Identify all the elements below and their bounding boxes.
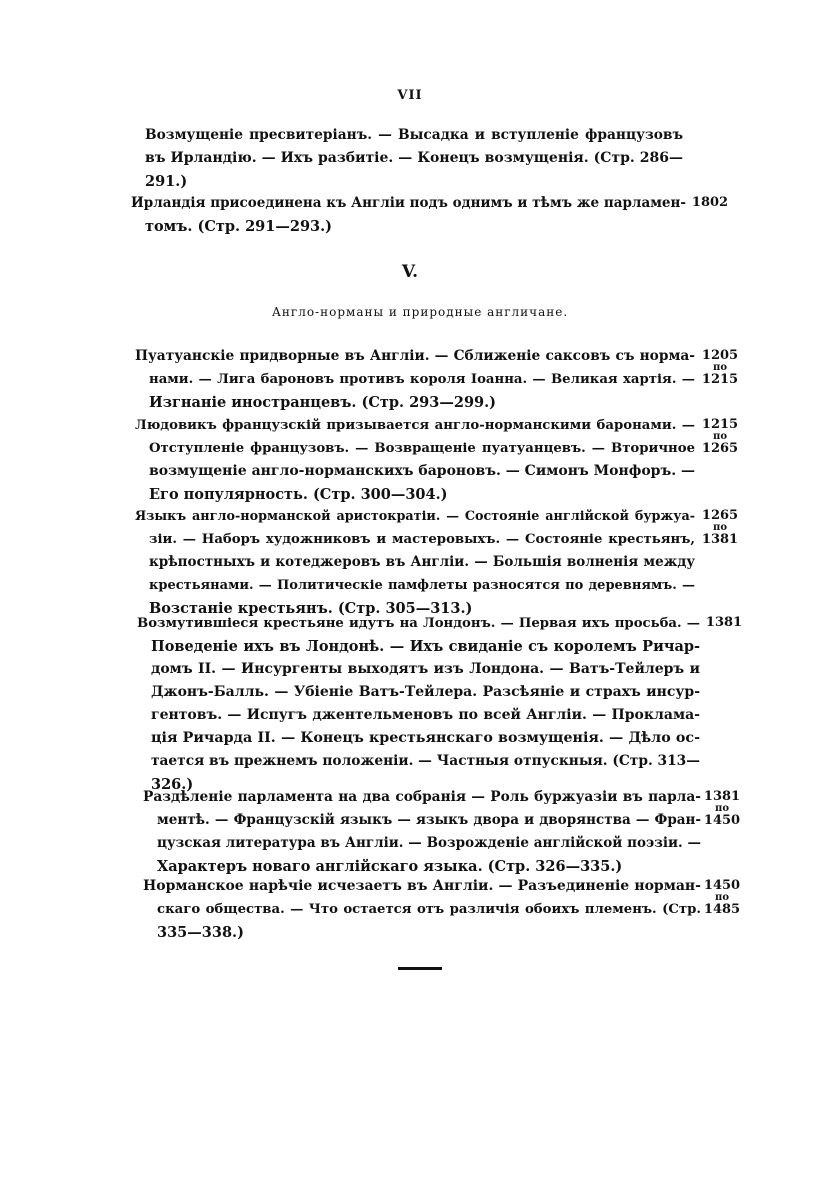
- entry-line: Языкъ англо-норманской аристократіи. — Состояніе англійской буржуа-: [135, 509, 695, 524]
- entry-line: цузская литература въ Англіи. — Возрожденіе англійской поэзіи. —: [157, 835, 701, 851]
- entry-line: крестьянами. — Политическіе памфлеты разносятся по деревнямъ. —: [149, 578, 695, 593]
- date-from: 1265: [701, 508, 739, 523]
- entry-line: Возстаніе крестьянъ. (Стр. 305—313.): [149, 600, 473, 617]
- date-to: 1265: [701, 441, 739, 456]
- date-separator: по: [713, 362, 727, 373]
- entry-line: Его популярность. (Стр. 300—304.): [149, 486, 448, 503]
- toc-entry: [145, 124, 683, 193]
- entry-line: Пуатуанскіе придворные въ Англіи. — Сближеніе саксовъ съ норма-: [135, 348, 695, 364]
- entry-date: [698, 509, 742, 547]
- toc-entry: [143, 786, 701, 878]
- page-number: VII: [397, 88, 423, 103]
- entry-line: Возмутившіеся крестьяне идутъ на Лондонъ. — Первая ихъ просьба. —: [137, 616, 700, 631]
- entry-date: [698, 418, 742, 456]
- entry-line: Поведеніе ихъ въ Лондонѣ. — Ихъ свиданіе съ королемъ Ричар-: [151, 638, 700, 655]
- entry-line: домъ II. — Инсургенты выходятъ изъ Лондона. — Ватъ-Тейлеръ и: [151, 661, 700, 677]
- date-separator: по: [715, 892, 729, 903]
- entry-line: 335—338.): [157, 924, 244, 941]
- entry-line: томъ. (Стр. 291—293.): [145, 218, 333, 235]
- date-to: 1450: [703, 813, 741, 828]
- toc-entry: [135, 414, 695, 506]
- date-separator: по: [715, 803, 729, 814]
- entry-date: [702, 616, 746, 630]
- entry-line: Ирландія присоединена къ Англіи подъ однимъ и тѣмъ же парламен-: [131, 195, 686, 211]
- date-from: 1381: [705, 615, 743, 630]
- toc-entry: [135, 345, 695, 414]
- entry-line: Характеръ новаго англійскаго языка. (Стр. 326—335.): [157, 858, 623, 875]
- date-to: 1381: [701, 532, 739, 547]
- toc-entry: [131, 192, 686, 238]
- date-from: 1450: [703, 878, 741, 893]
- entry-date: [698, 349, 742, 387]
- entry-line: возмущеніе англо-норманскихъ бароновъ. — Симонъ Монфоръ. —: [149, 463, 695, 479]
- entry-line: нами. — Лига бароновъ противъ короля Іоанна. — Великая хартія. —: [149, 372, 695, 387]
- entry-line: Людовикъ французскій призывается англо-норманскими баронами. —: [135, 418, 695, 433]
- section-title: Англо-норманы и природные англичане.: [271, 305, 569, 319]
- date-from: 1215: [701, 417, 739, 432]
- entry-line: крѣпостныхъ и котеджеровъ въ Англіи. — Большія волненія между: [149, 554, 695, 570]
- date-separator: по: [713, 431, 727, 442]
- section-number: V.: [401, 262, 419, 282]
- entry-line: зіи. — Наборъ художниковъ и мастеровыхъ. — Состояніе крестьянъ,: [149, 532, 695, 547]
- toc-entry: [143, 875, 701, 944]
- entry-line: Норманское нарѣчіе исчезаетъ въ Англіи. — Разъединеніе норман-: [143, 878, 701, 894]
- entry-date: [700, 879, 744, 917]
- entry-line: 291.): [145, 173, 188, 190]
- entry-date: [688, 196, 732, 210]
- entry-line: въ Ирландію. — Ихъ разбитіе. — Конецъ возмущенія. (Стр. 286—: [145, 150, 683, 166]
- date-from: 1381: [703, 789, 741, 804]
- entry-line: Изгнаніе иностранцевъ. (Стр. 293—299.): [149, 394, 497, 411]
- entry-line: 326.): [151, 776, 194, 793]
- date-from: 1205: [701, 348, 739, 363]
- entry-line: Отступленіе французовъ. — Возвращеніе пуатуанцевъ. — Вторичное: [149, 441, 695, 456]
- entry-line: Раздѣленіе парламента на два собранія — Роль буржуазіи въ парла-: [143, 789, 701, 805]
- entry-line: ментѣ. — Французскій языкъ — языкъ двора и дворянства — Фран-: [157, 812, 701, 828]
- entry-line: Джонъ-Балль. — Убіеніе Ватъ-Тейлера. Разсѣяніе и страхъ инсур-: [151, 684, 700, 700]
- date-from: 1802: [691, 195, 729, 210]
- entry-line: гентовъ. — Испугъ джентельменовъ по всей Англіи. — Прокламa-: [151, 707, 700, 723]
- date-to: 1215: [701, 372, 739, 387]
- entry-line: Возмущеніе пресвитеріанъ. — Высадка и вступленіе французовъ: [145, 127, 683, 143]
- entry-line: тается въ прежнемъ положеніи. — Частныя отпускныя. (Стр. 313—: [151, 753, 700, 769]
- section-end-rule: [398, 967, 442, 970]
- date-to: 1485: [703, 902, 741, 917]
- entry-date: [700, 790, 744, 828]
- entry-line: ція Ричарда II. — Конецъ крестьянскаго возмущенія. — Дѣло ос-: [151, 730, 700, 746]
- toc-entry: [137, 612, 700, 796]
- date-separator: по: [713, 522, 727, 533]
- toc-entry: [135, 505, 695, 620]
- entry-line: скаго общества. — Что остается отъ различія обоихъ племенъ. (Стр.: [157, 902, 701, 917]
